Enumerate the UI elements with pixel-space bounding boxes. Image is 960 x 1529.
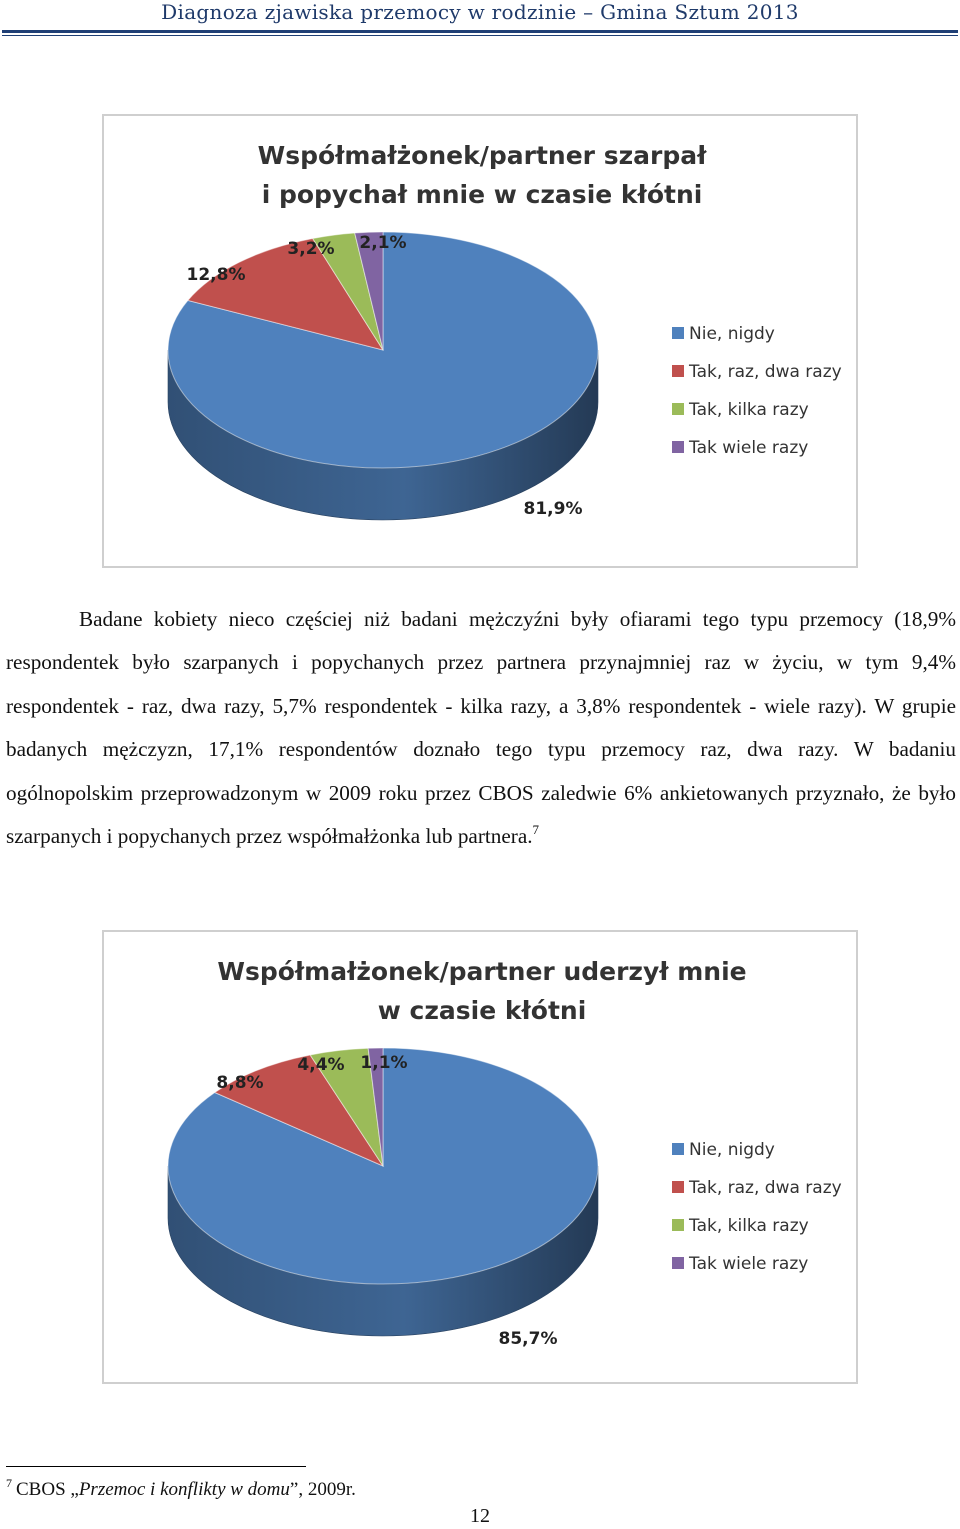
legend-label-2: Tak, kilka razy (689, 400, 809, 420)
footnote-prefix: CBOS „ (16, 1479, 79, 1500)
header-rule-thick (2, 30, 958, 33)
data-label-1: 8,8% (216, 1073, 264, 1093)
footnote (6, 1476, 356, 1504)
chart-title-line1: Współmałżonek/partner uderzył mnie (217, 957, 747, 986)
chart-2-frame (102, 930, 858, 1384)
chart-1-frame (102, 114, 858, 568)
footnote-suffix: ”, 2009r. (289, 1479, 356, 1500)
data-label-0: 85,7% (498, 1329, 558, 1349)
chart-title-line2: w czasie kłótni (377, 996, 587, 1025)
footnote-title: Przemoc i konflikty w domu (78, 1479, 290, 1500)
legend-label-3: Tak wiele razy (689, 1254, 809, 1274)
footnote-number: 7 (6, 1476, 12, 1490)
legend-label-0: Nie, nigdy (689, 1140, 775, 1160)
legend-swatch-0 (672, 327, 684, 339)
footnote-reference[interactable]: 7 (532, 822, 540, 838)
chart-legend (672, 1140, 842, 1274)
chart-title-line2: i popychał mnie w czasie kłótni (261, 180, 703, 209)
legend-swatch-1 (672, 1181, 684, 1193)
chart-1 (104, 116, 856, 566)
legend-swatch-0 (672, 1143, 684, 1155)
legend-label-3: Tak wiele razy (689, 438, 809, 458)
legend-label-0: Nie, nigdy (689, 324, 775, 344)
page-number: 12 (470, 1505, 490, 1527)
data-label-3: 1,1% (360, 1053, 408, 1073)
legend-swatch-3 (672, 1257, 684, 1269)
data-label-1: 12,8% (186, 265, 246, 285)
body-paragraph-text: Badane kobiety nieco częściej niż badani mężczyźni były ofiarami tego typu przemocy (18,9% respondentek było szarpanych i popychanych przez partnera przynajmniej raz w życiu, w tym 9,4% respondentek - raz, dwa razy, 5,7% respondentek - kilka razy, a 3,8% respondentek - wiele razy). W grupie badanych mężczyzn, 17,1% respondentów doznało tego typu przemocy raz, dwa razy. W badaniu ogólnopolskim przeprowadzonym w 2009 roku przez CBOS zaledwie 6% ankietowanych przyznało, że było szarpanych i popychanych przez współmałżonka lub partnera. (6, 607, 956, 849)
chart-legend (672, 324, 842, 458)
legend-label-1: Tak, raz, dwa razy (689, 362, 842, 382)
running-header: Diagnoza zjawiska przemocy w rodzinie – Gmina Sztum 2013 (161, 0, 799, 24)
header-rule-thin (2, 35, 958, 36)
data-label-0: 81,9% (523, 499, 583, 519)
legend-swatch-2 (672, 1219, 684, 1231)
legend-label-2: Tak, kilka razy (689, 1216, 809, 1236)
data-label-2: 4,4% (297, 1055, 345, 1075)
chart-title-line1: Współmałżonek/partner szarpał (257, 141, 707, 170)
chart-2 (104, 932, 856, 1382)
legend-label-1: Tak, raz, dwa razy (689, 1178, 842, 1198)
legend-swatch-1 (672, 365, 684, 377)
data-label-3: 2,1% (359, 233, 407, 253)
data-label-2: 3,2% (287, 239, 335, 259)
body-paragraph (6, 598, 956, 858)
legend-swatch-3 (672, 441, 684, 453)
footnote-rule (6, 1466, 306, 1467)
legend-swatch-2 (672, 403, 684, 415)
